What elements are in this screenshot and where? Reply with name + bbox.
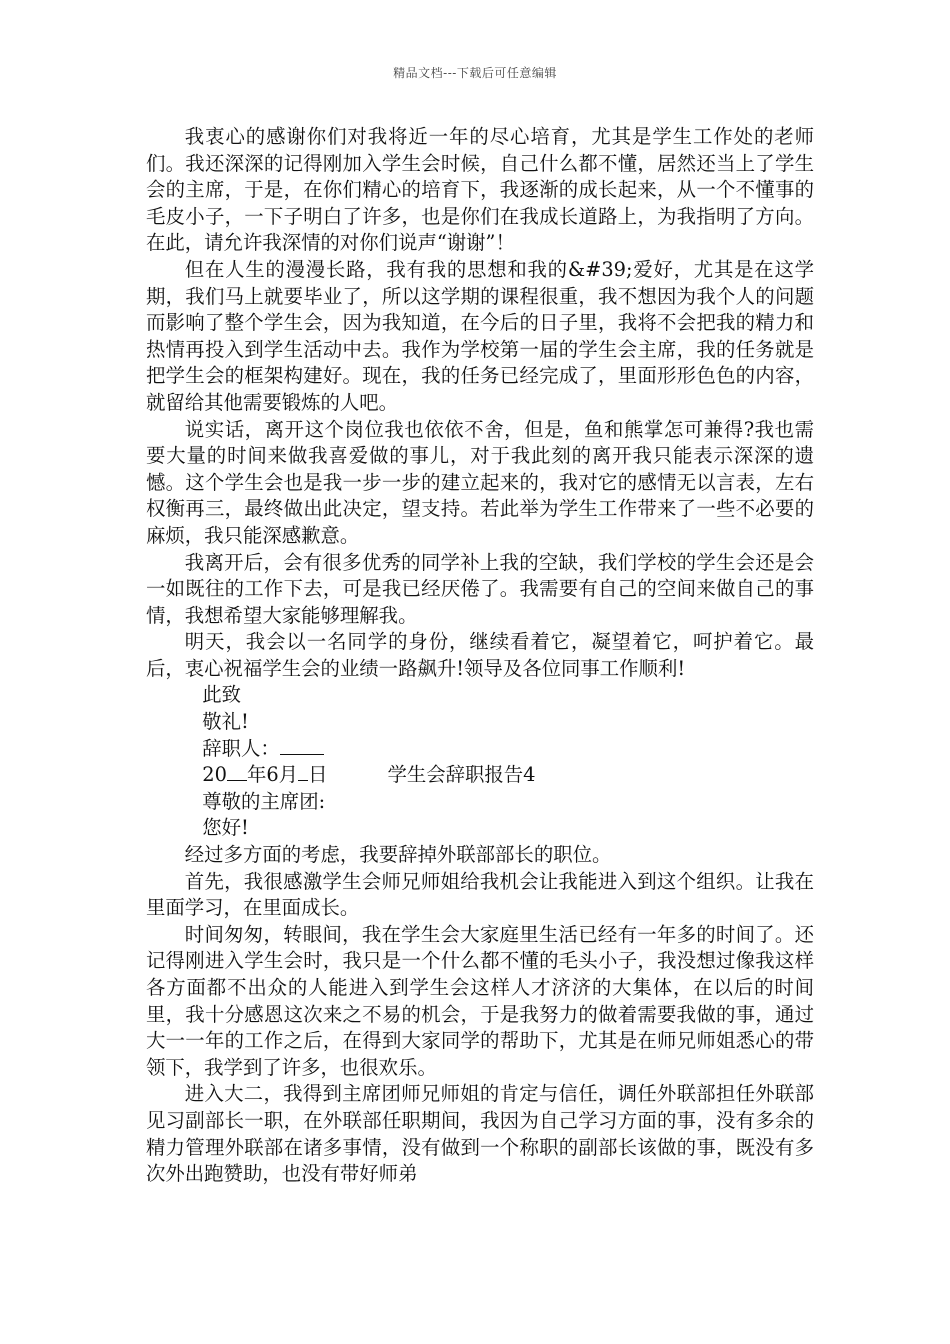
date-day: 日 (308, 763, 328, 787)
paragraph: 首先，我很感激学生会师兄师姐给我机会让我能进入到这个组织。让我在里面学习，在里面成长。 (146, 869, 814, 920)
closing-line: 此致 (202, 683, 242, 707)
paragraph: 明天，我会以一名同学的身份，继续看着它，凝望着它，呵护着它。最后，衷心祝福学生会的业绩一路飙升!领导及各位同事工作顺利! (146, 630, 814, 680)
date-prefix: 20 (202, 763, 227, 787)
paragraph: 时间匆匆，转眼间，我在学生会大家庭里生活已经有一年多的时间了。还记得刚进入学生会时，我只是一个什么都不懂的毛头小子，我没想过像我这样各方面都不出众的人能进入到学生会这样人才济济的大集体，在以后的时间里，我十分感恩这次来之不易的机会，于是我努力的做着需要我做的事，通过大一一年的工作之后，在得到大家同学的帮助下，尤其是在师兄师姐悉心的带领下，我学到了许多，也很欢乐。 (146, 922, 814, 1079)
paragraph: 我离开后，会有很多优秀的同学补上我的空缺，我们学校的学生会还是会一如既往的工作下去，可是我已经厌倦了。我需要有自己的空间来做自己的事情，我想希望大家能够理解我。 (146, 550, 814, 627)
paragraph: 我衷心的感谢你们对我将近一年的尽心培育，尤其是学生工作处的老师们。我还深深的记得刚加入学生会时候，自己什么都不懂，居然还当上了学生会的主席，于是，在你们精心的培育下，我逐渐的成长起来，从一个不懂事的毛皮小子，一下子明白了许多，也是你们在我成长道路上，为我指明了方向。在此，请允许我深情的对你们说声“谢谢”！ (146, 125, 814, 255)
date-month: 年6月 (246, 763, 299, 787)
greeting: 您好! (202, 816, 249, 840)
closing-salute: 敬礼! (202, 710, 249, 734)
day-blank (298, 762, 308, 781)
page-header: 精品文档---下载后可任意编辑 (393, 66, 557, 80)
salutation: 尊敬的主席团: (202, 789, 326, 813)
paragraph: 说实话，离开这个岗位我也依依不舍，但是，鱼和熊掌怎可兼得?我也需要大量的时间来做我喜爱做的事儿，对于我此刻的离开我只能表示深深的遗憾。这个学生会也是我一步一步的建立起来的，我对它的感情无以言表，左右权衡再三，最终做出此决定，望支持。若此举为学生工作带来了一些不必要的麻烦，我只能深感歉意。 (146, 417, 814, 547)
signature-line (146, 736, 814, 763)
signature-blank (280, 736, 324, 755)
document-body (146, 124, 814, 1188)
paragraph: 但在人生的漫漫长路，我有我的思想和我的&#39;爱好，尤其是在这学期，我们马上就要毕业了，所以这学期的课程很重，我不想因为我个人的问题而影响了整个学生会，因为我知道，在今后的日子里，我将不会把我的精力和热情再投入到学生活动中去。我作为学校第一届的学生会主席，我的任务就是把学生会的框架构建好。现在，我的任务已经完成了，里面形形色色的内容，就留给其他需要锻炼的人吧。 (146, 257, 814, 414)
paragraph: 进入大二，我得到主席团师兄师姐的肯定与信任，调任外联部担任外联部见习副部长一职，在外联部任职期间，我因为自己学习方面的事，没有多余的精力管理外联部在诸多事情，没有做到一个称职的副部长该做的事，既没有多次外出跑赞助，也没有带好师弟 (146, 1082, 814, 1186)
section-title: 学生会辞职报告4 (387, 763, 536, 787)
year-blank (227, 762, 247, 781)
paragraph: 经过多方面的考虑，我要辞掉外联部部长的职位。 (184, 843, 612, 867)
date-row (146, 762, 814, 789)
signature-label: 辞职人： (202, 736, 280, 760)
